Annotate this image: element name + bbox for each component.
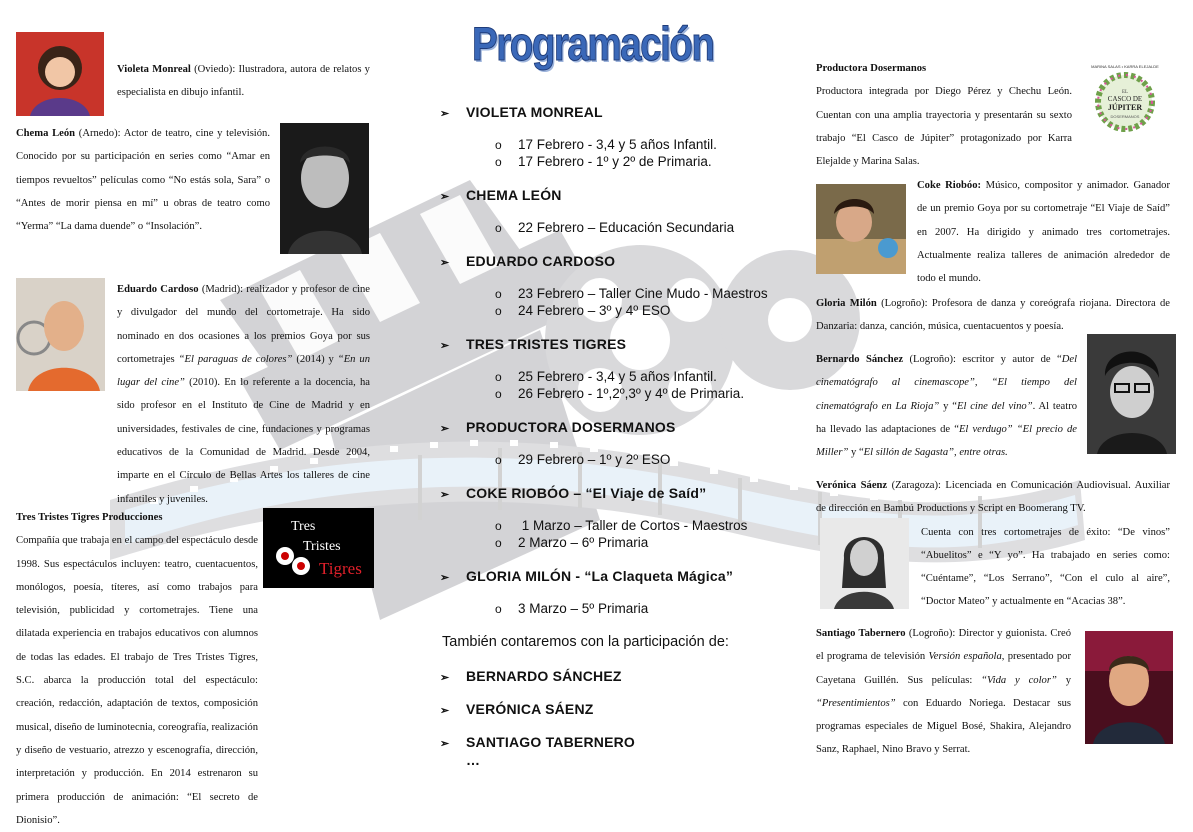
veronica-saenz-name: Verónica Sáenz [816,480,888,491]
violeta-monreal-name: Violeta Monreal [117,64,191,75]
coke-rioboo-bio: Coke Riobóo: Músico, compositor y animador. Ganador de un premio Goya por su cortometraje “El Viaje de Saíd” en 2007. Ha dirigido y animado tres cortometrajes. Actualmente realiza talleres de animación alrededor de todo el mundo. [917,180,1170,285]
bernardo-sanchez-photo [1087,334,1176,454]
program-item-tres-tristes-tigres: ➢ TRES TRISTES TIGRES [440,336,627,352]
program-session: o 2 Marzo – 6º Primaria [495,535,649,550]
poster-title-line1: CASCO DE [1107,95,1143,103]
tres-tristes-tigres-name: Tres Tristes Tigres Producciones [16,512,163,523]
extra-participant: ➢ SANTIAGO TABERNERO [440,734,636,750]
violeta-monreal-photo [16,32,104,116]
chema-leon-photo [280,123,369,254]
veronica-saenz-photo [820,518,909,609]
poster-title-line2: JÚPITER [1107,103,1143,112]
program-session: o 25 Febrero - 3,4 y 5 años Infantil. [495,369,717,384]
poster-title-small: EL [1121,90,1129,95]
poster-cast: MARINA SALAS • KARRA ELEJALDE [1091,64,1159,69]
program-session: o 24 Febrero – 3º y 4º ESO [495,303,671,318]
poster-company: DOSERMANOS [1110,114,1140,119]
page-title: Programación [472,17,714,70]
also-participating-note: También contaremos con la participación de: [442,634,729,650]
program-item-eduardo: ➢ EDUARDO CARDOSO [440,253,616,269]
violeta-monreal-bio: Violeta Monreal (Oviedo): Ilustradora, autora de relatos y especialista en dibujo infantil. [117,64,370,99]
productora-dosermanos-bio: Productora Dosermanos Productora integrada por Diego Pérez y Chechu León. Cuentan con una amplia trayectoria y presentarán su sexto trabajo “El Casco de Júpiter” protagonizado por Karra Elejalde y Marina Salas. [816,63,1072,168]
program-item-coke: ➢ COKE RIOBÓO – “El Viaje de Saíd” [440,485,707,501]
program-session: o 26 Febrero - 1º,2º,3º y 4º de Primaria. [495,386,745,401]
program-session: o 23 Febrero – Taller Cine Mudo - Maestros [495,286,768,301]
coke-rioboo-photo [816,184,906,274]
el-casco-de-jupiter-poster [1085,62,1166,134]
program-session: o 22 Febrero – Educación Secundaria [495,220,735,235]
bernardo-sanchez-name: Bernardo Sánchez [816,354,904,365]
veronica-saenz-bio: Verónica Sáenz (Zaragoza): Licenciada en Comunicación Audiovisual. Auxiliar de dirección en Bambú Productions y Script en Boomerang TV. Cuenta con tres cortometrajes de éxito: “De vinos” “Abuelitos” e “Y yo”. Ha trabajado en series como: “Cuéntame”, “Los Serrano”, “Con el culo al aire”, “Doctor Mateo” y actualmente en “Acacias 38”. [816,480,1170,608]
program-session: o 17 Febrero - 3,4 y 5 años Infantil. [495,137,717,152]
santiago-tabernero-name: Santiago Tabernero [816,628,906,639]
tres-tristes-tigres-logo [263,508,374,588]
logo-word-tigres: Tigres [319,559,362,578]
program-session: o 29 Febrero – 1º y 2º ESO [495,452,671,467]
bernardo-sanchez-bio: Bernardo Sánchez (Logroño): escritor y autor de “Del cinematógrafo al cinemascope”, “El tiempo del cinematógrafo en La Rioja” y “El cine del vino”. Al teatro ha llevado las adaptaciones de “El verdugo” “El precio de Miller” y “El sillón de Sagasta”, entre otras. [816,354,1078,459]
program-session: o 3 Marzo – 5º Primaria [495,601,649,616]
eduardo-cardoso-name: Eduardo Cardoso [117,284,199,295]
program-session: o 1 Marzo – Taller de Cortos - Maestros [495,518,748,533]
gloria-milon-bio: Gloria Milón (Logroño): Profesora de danza y coreógrafa riojana. Directora de Danzaria: danza, canción, música, cuentacuentos y poesía. [816,298,1170,333]
chema-leon-name: Chema León [16,128,76,139]
tres-tristes-tigres-bio: Tres Tristes Tigres Producciones Compañía que trabaja en el campo del espectáculo desde 1998. Sus espectáculos incluyen: teatro, cuentacuentos, monólogos, poesía, títeres, así como trabajos para televisión, publicidad y cortometrajes. Tiene una dilatada experiencia en trabajos educativos con alumnos de todas las edades. El trabajo de Tres Tristes Tigres, S.C. abarca la producción total del espectáculo: creación, redacción, adaptación de textos, composición musical, diseño de luminotecnia, coreografía, realización y diseño de vestuario, atrezzo y escenografía, dirección, interpretación y producción. En 2014 estrenaron su primera producción de animación: “El secreto de Dionisio”. [16,512,258,826]
program-session: o 17 Febrero - 1º y 2º de Primaria. [495,154,712,169]
santiago-tabernero-bio: Santiago Tabernero (Logroño): Director y guionista. Creó el programa de televisión Versión española, presentado por Cayetana Guillén. Sus películas: “Vida y color” y “Presentimientos” con Eduardo Noriega. Destacar sus programas especiales de Miguel Bosé, Shakira, Alejandro Sanz, Raphael, Nino Bravo y Serrat. [816,628,1071,756]
extra-participant: ➢ VERÓNICA SÁENZ [440,701,594,717]
productora-dosermanos-name: Productora Dosermanos [816,63,927,74]
gloria-milon-name: Gloria Milón [816,298,877,309]
chema-leon-bio: Chema León (Arnedo): Actor de teatro, cine y televisión. Conocido por su participación en series como “Amar en tiempos revueltos” películas como “No estás sola, Sara” o “Antes de morir piensa en mí” u obras de teatro como “Yerma” “La dama duende” o “Insolación”. [16,128,270,233]
program-item-dosermanos: ➢ PRODUCTORA DOSERMANOS [440,419,676,435]
program-item-chema: ➢ CHEMA LEÓN [440,187,562,203]
eduardo-cardoso-bio: Eduardo Cardoso (Madrid): realizador y profesor de cine y divulgador del mundo del cortometraje. Ha sido nominado en dos ocasiones a los premios Goya por sus cortometrajes “El paraguas de colores” (2014) y “En un lugar del cine” (2010). En lo referente a la docencia, ha sido profesor en el Instituto de Cine de Madrid y en universidades, festivales de cine, fundaciones y programas educativos de la Comunidad de Madrid. Desde 2004, imparte en el Círculo de Bellas Artes los talleres de cine infantiles y juveniles. [117,284,371,505]
program-item-violeta: ➢ VIOLETA MONREAL [440,104,603,120]
program-item-gloria: ➢ GLORIA MILÓN - “La Claqueta Mágica” [440,568,734,584]
ellipsis: … [466,752,481,768]
coke-rioboo-name: Coke Riobóo: [917,180,982,191]
santiago-tabernero-photo [1085,631,1173,744]
logo-word-tres: Tres [291,519,316,534]
extra-participant: ➢ BERNARDO SÁNCHEZ [440,668,622,684]
eduardo-cardoso-photo [16,278,105,391]
logo-word-tristes: Tristes [303,539,341,554]
